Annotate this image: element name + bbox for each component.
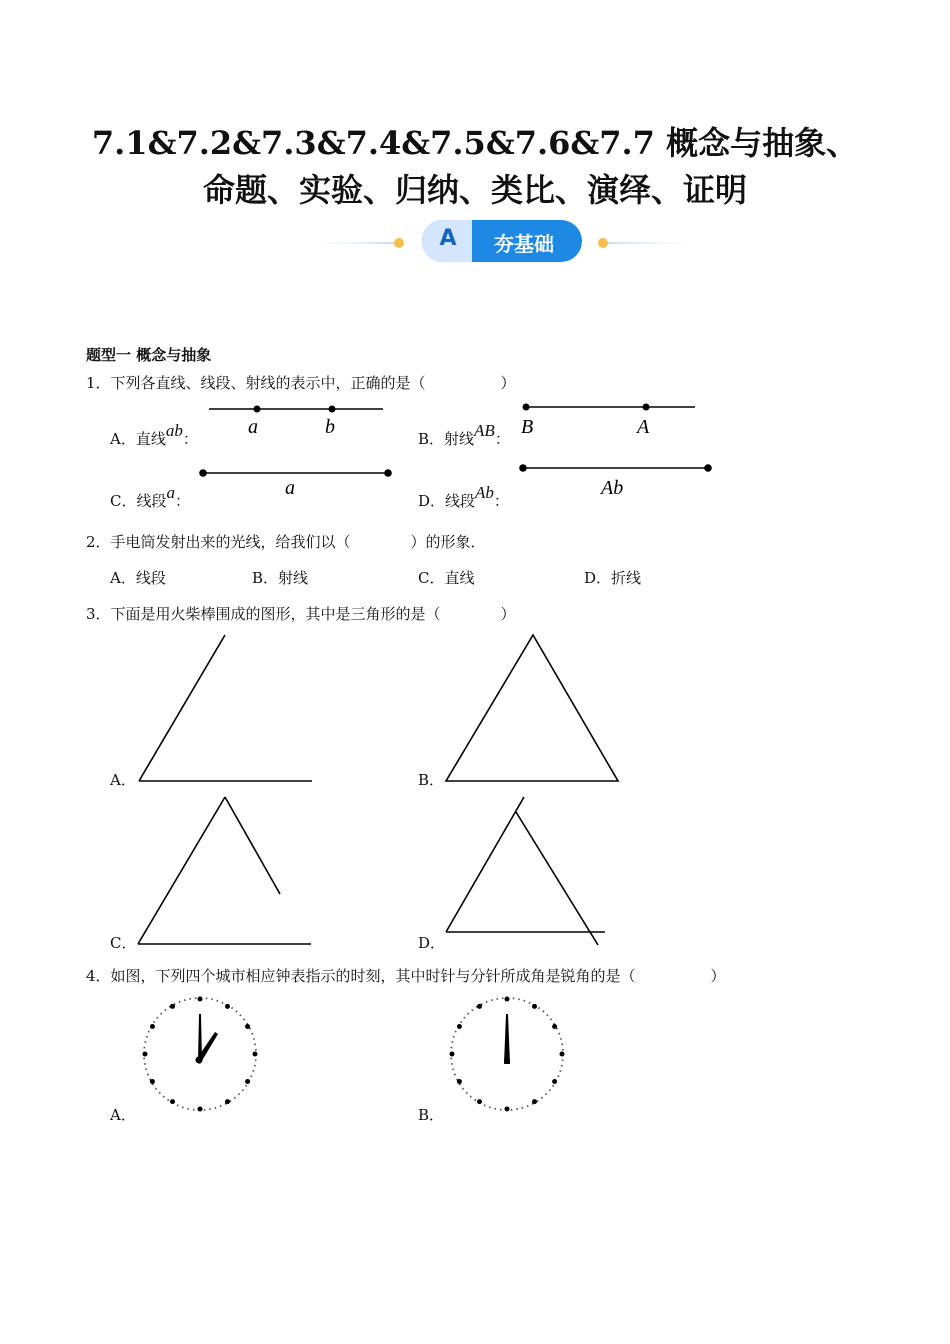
q1-b-label-b: B — [521, 416, 534, 438]
q1-figure-d-segment — [515, 455, 715, 500]
q1-option-a[interactable] — [110, 421, 198, 449]
q1-figure-a-line — [205, 396, 390, 441]
q2-option-c[interactable]: C．直线 — [418, 569, 475, 587]
q2-option-a[interactable]: A．线段 — [110, 569, 166, 587]
q1-option-d-symbol: Ab — [475, 483, 494, 502]
q3-option-a[interactable]: A． — [110, 771, 136, 789]
q3-figure-d — [438, 792, 628, 952]
q1-option-c-symbol: a — [166, 483, 175, 502]
q4-clock-b — [445, 996, 569, 1116]
q3-figure-b — [438, 630, 628, 790]
q1-c-label: a — [285, 477, 295, 499]
question-3-stem: 3．下面是用火柴棒围成的图形，其中是三角形的是（ ） — [86, 605, 516, 623]
page-title-line1: 7.1&7.2&7.3&7.4&7.5&7.6&7.7 概念与抽象、 — [91, 124, 859, 162]
clock-b-hands — [504, 1014, 510, 1064]
q1-option-c-suffix: ： — [174, 492, 190, 510]
q1-figure-b-ray — [515, 394, 700, 439]
q1-option-c[interactable] — [110, 483, 190, 511]
badge-right-line — [603, 242, 695, 244]
badge-letter: A — [439, 226, 457, 251]
q1-a-label-a: a — [248, 416, 258, 438]
q1-option-a-suffix: ： — [182, 430, 198, 448]
q3-option-c[interactable]: C． — [110, 934, 137, 952]
q1-option-a-symbol: ab — [165, 421, 183, 440]
question-4-stem: 4．如图，下列四个城市相应钟表指示的时刻，其中时针与分针所成角是锐角的是（ ） — [86, 967, 726, 985]
q4-option-a[interactable]: A． — [110, 1106, 136, 1124]
q1-option-d-suffix: ： — [493, 492, 509, 510]
q3-option-d[interactable]: D． — [418, 934, 446, 952]
section-title: 题型一 概念与抽象 — [86, 346, 212, 364]
q3-figure-a — [130, 630, 320, 790]
badge-right-dot — [598, 238, 608, 248]
question-1-stem: 1．下列各直线、线段、射线的表示中，正确的是（ ） — [86, 374, 516, 392]
q1-d-label: Ab — [601, 477, 624, 499]
question-2-stem: 2．手电筒发射出来的光线，给我们以（ ）的形象． — [86, 533, 486, 551]
q3-figure-c — [130, 792, 320, 952]
q1-option-d-prefix: D．线段 — [418, 492, 476, 510]
q1-option-a-prefix: A．直线 — [110, 430, 166, 448]
q1-figure-c-segment — [195, 460, 395, 505]
q2-option-d[interactable]: D．折线 — [584, 569, 642, 587]
q1-option-b-symbol: AB — [474, 421, 495, 440]
badge-left-dot — [394, 238, 404, 248]
q3-option-b[interactable]: B． — [418, 771, 445, 789]
q1-option-b[interactable] — [418, 421, 510, 449]
q1-a-label-b: b — [325, 416, 335, 438]
q4-option-b[interactable]: B． — [418, 1106, 445, 1124]
q2-option-b[interactable]: B．射线 — [252, 569, 309, 587]
q1-option-c-prefix: C．线段 — [110, 492, 167, 510]
q1-b-label-a: A — [637, 416, 650, 438]
q1-option-b-prefix: B．射线 — [418, 430, 475, 448]
badge-text: 夯基础 — [494, 232, 554, 256]
q1-option-d[interactable] — [418, 483, 509, 511]
q4-clock-a — [138, 996, 262, 1116]
page-title-line2: 命题、实验、归纳、类比、演绎、证明 — [202, 171, 747, 209]
badge-left-line — [310, 242, 398, 244]
q1-option-b-suffix: ： — [494, 430, 510, 448]
